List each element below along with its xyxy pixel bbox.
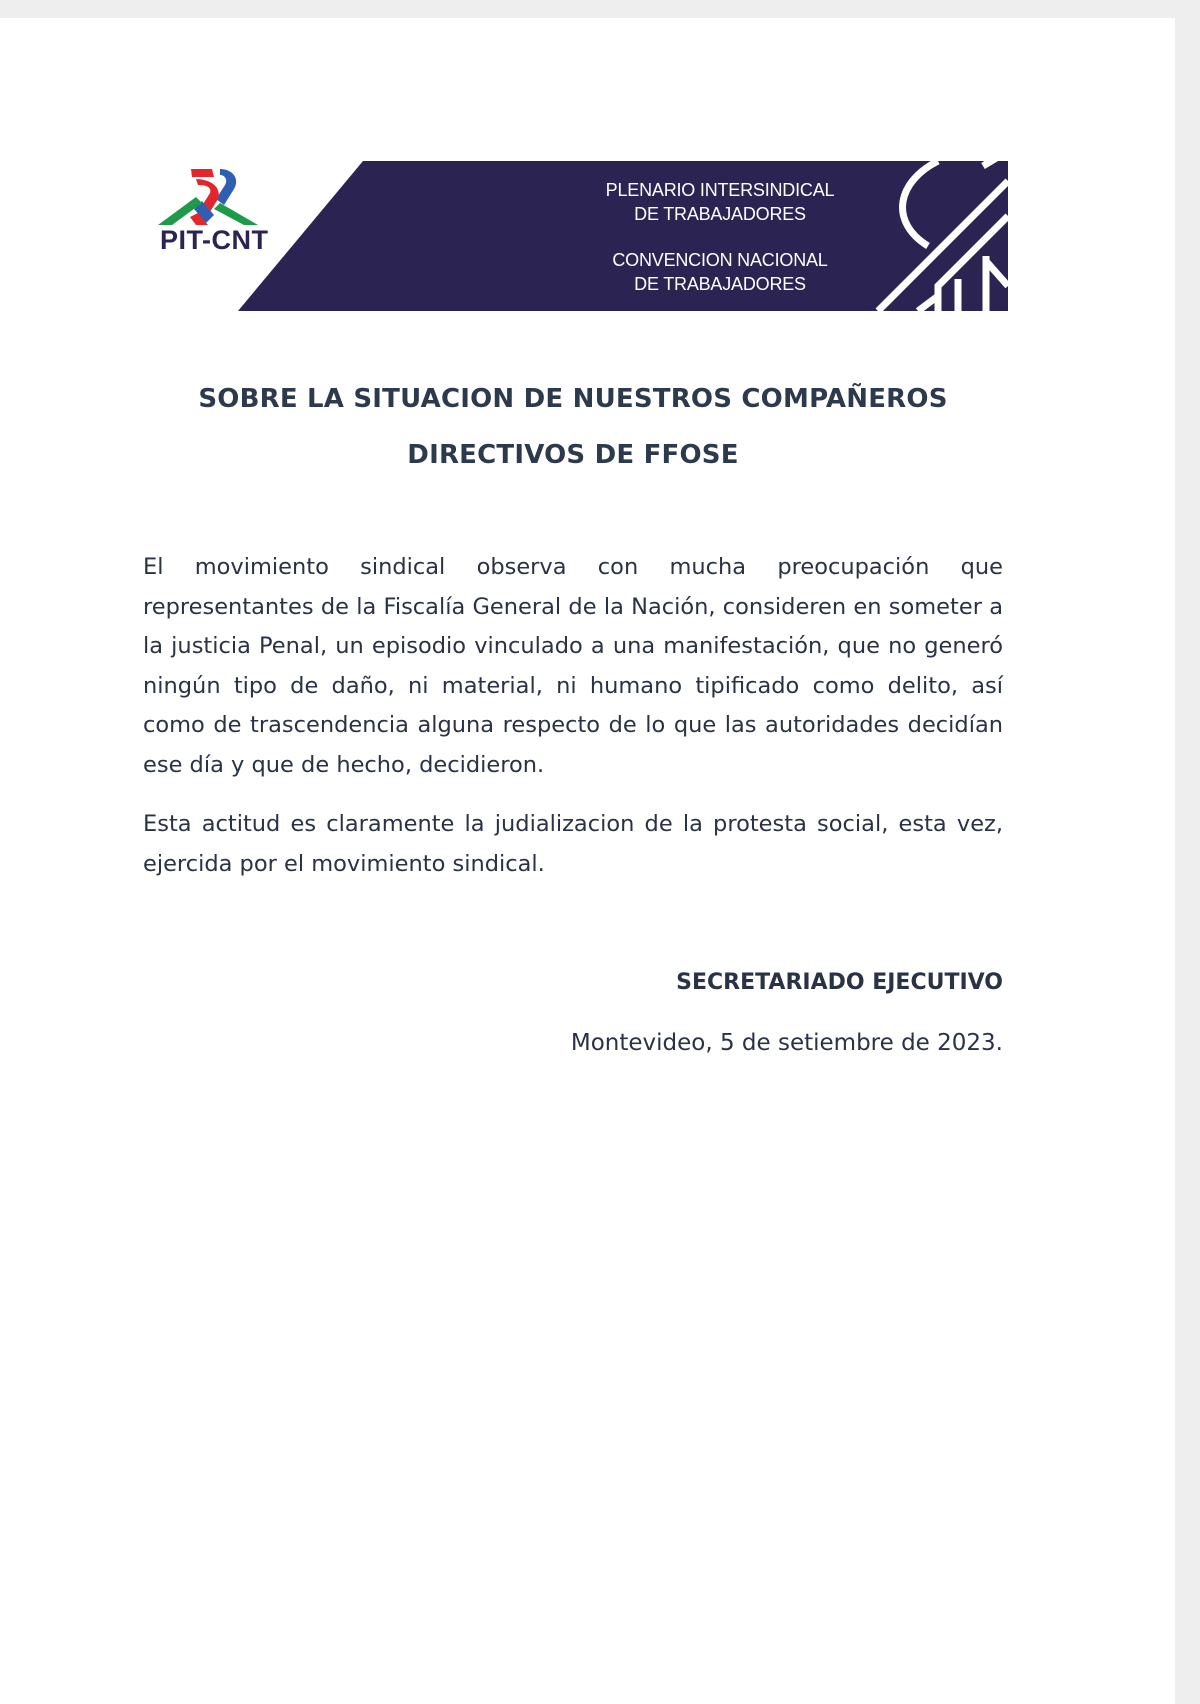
banner-line-1: PLENARIO INTERSINDICAL [605, 180, 835, 200]
document-title-line-2: DIRECTIVOS DE FFOSE [407, 440, 739, 470]
body-paragraph-2: Esta actitud es claramente la judializacion de la protesta social, esta vez, ejercida por el movimiento sindical. [143, 811, 1003, 877]
banner-line-3: CONVENCION NACIONAL [612, 250, 828, 270]
body-paragraph-1: El movimiento sindical observa con mucha preocupación que representantes de la Fiscalía General de la Nación, consideren en someter a la justicia Penal, un episodio vinculado a una manifestación, que no generó ningún tipo de daño, ni material, ni humano tipificado como delito, así como de trascendencia alguna respecto de lo que las autoridades decidían ese día y que de hecho, decidieron. [143, 554, 1003, 778]
banner-line-2: DE TRABAJADORES [634, 204, 806, 224]
logo-text: PIT-CNT [160, 225, 269, 255]
banner-line-4: DE TRABAJADORES [634, 274, 806, 294]
signature: SECRETARIADO EJECUTIVO [676, 970, 1003, 995]
document-title-line-1: SOBRE LA SITUACION DE NUESTROS COMPAÑEROS [198, 384, 948, 414]
document-date: Montevideo, 5 de setiembre de 2023. [570, 1030, 1003, 1056]
